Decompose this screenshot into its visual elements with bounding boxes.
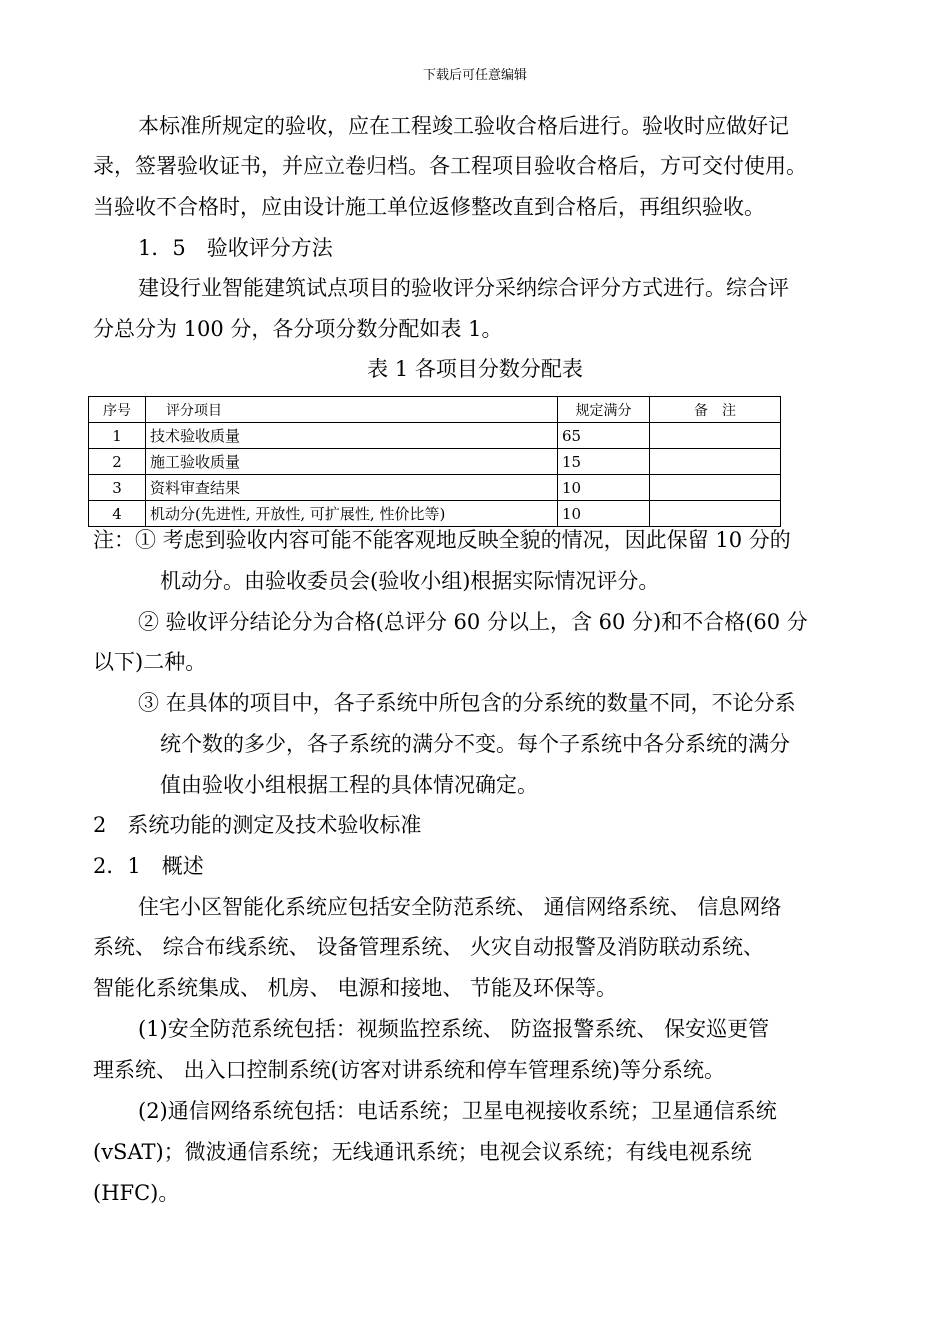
note-line: 机动分。由验收委员会(验收小组)根据实际情况评分。 xyxy=(160,569,660,593)
table-cell: 3 xyxy=(89,475,146,501)
section-heading: 1．5 验收评分方法 xyxy=(138,236,333,260)
paragraph-line: 本标准所规定的验收，应在工程竣工验收合格后进行。验收时应做好记 xyxy=(138,114,789,138)
table-header-cell: 规定满分 xyxy=(558,397,650,423)
note-line: ② 验收评分结论分为合格(总评分 60 分以上，含 60 分)和不合格(60 分 xyxy=(138,610,808,634)
table-cell: 施工验收质量 xyxy=(146,449,558,475)
table-cell xyxy=(650,501,781,527)
paragraph-line: (2)通信网络系统包括：电话系统；卫星电视接收系统；卫星通信系统 xyxy=(138,1099,777,1123)
table-header-cell: 备 注 xyxy=(650,397,781,423)
paragraph-line: 系统、 综合布线系统、 设备管理系统、 火灾自动报警及消防联动系统、 xyxy=(93,935,765,959)
paragraph-line: 当验收不合格时，应由设计施工单位返修整改直到合格后，再组织验收。 xyxy=(93,195,765,219)
note-line: 注：① 考虑到验收内容可能不能客观地反映全貌的情况，因此保留 10 分的 xyxy=(93,528,791,552)
paragraph-line: 建设行业智能建筑试点项目的验收评分采纳综合评分方式进行。综合评 xyxy=(138,276,789,300)
table-cell xyxy=(650,449,781,475)
paragraph-line: 智能化系统集成、 机房、 电源和接地、 节能及环保等。 xyxy=(93,976,618,1000)
table-cell: 2 xyxy=(89,449,146,475)
table-header-row xyxy=(89,397,781,423)
table-cell: 技术验收质量 xyxy=(146,423,558,449)
table-cell: 资料审查结果 xyxy=(146,475,558,501)
table-cell: 10 xyxy=(558,475,650,501)
section-heading: 2 系统功能的测定及技术验收标准 xyxy=(93,813,422,837)
table-header-cell: 序号 xyxy=(89,397,146,423)
paragraph-line: 录，签署验收证书，并应立卷归档。各工程项目验收合格后，方可交付使用。 xyxy=(93,154,807,178)
table-caption: 表 1 各项目分数分配表 xyxy=(367,357,583,381)
note-line: 以下)二种。 xyxy=(93,650,207,674)
paragraph-line: (1)安全防范系统包括：视频监控系统、 防盗报警系统、 保安巡更管 xyxy=(138,1017,770,1041)
page-header: 下载后可任意编辑 xyxy=(422,68,527,83)
table-cell: 机动分(先进性, 开放性, 可扩展性, 性价比等) xyxy=(146,501,558,527)
paragraph-line: 理系统、 出入口控制系统(访客对讲系统和停车管理系统)等分系统。 xyxy=(93,1058,726,1082)
paragraph-line: 分总分为 100 分，各分项分数分配如表 1。 xyxy=(93,317,503,341)
paragraph-line: 住宅小区智能化系统应包括安全防范系统、 通信网络系统、 信息网络 xyxy=(138,895,782,919)
table-row xyxy=(89,501,781,527)
score-table xyxy=(88,396,781,527)
table-cell: 65 xyxy=(558,423,650,449)
note-line: 值由验收小组根据工程的具体情况确定。 xyxy=(160,773,538,797)
table-cell: 15 xyxy=(558,449,650,475)
table-cell xyxy=(650,423,781,449)
table-row xyxy=(89,449,781,475)
paragraph-line: (HFC)。 xyxy=(93,1181,180,1205)
table-cell: 4 xyxy=(89,501,146,527)
table-row xyxy=(89,475,781,501)
note-line: ③ 在具体的项目中，各子系统中所包含的分系统的数量不同，不论分系 xyxy=(138,691,796,715)
table-cell: 1 xyxy=(89,423,146,449)
table-row xyxy=(89,423,781,449)
table-cell: 10 xyxy=(558,501,650,527)
note-line: 统个数的多少，各子系统的满分不变。每个子系统中各分系统的满分 xyxy=(160,732,790,756)
paragraph-line: (vSAT)；微波通信系统；无线通讯系统；电视会议系统；有线电视系统 xyxy=(93,1140,752,1164)
subsection-heading: 2．1 概述 xyxy=(93,854,204,878)
table-header-cell: 评分项目 xyxy=(146,397,558,423)
table-cell xyxy=(650,475,781,501)
